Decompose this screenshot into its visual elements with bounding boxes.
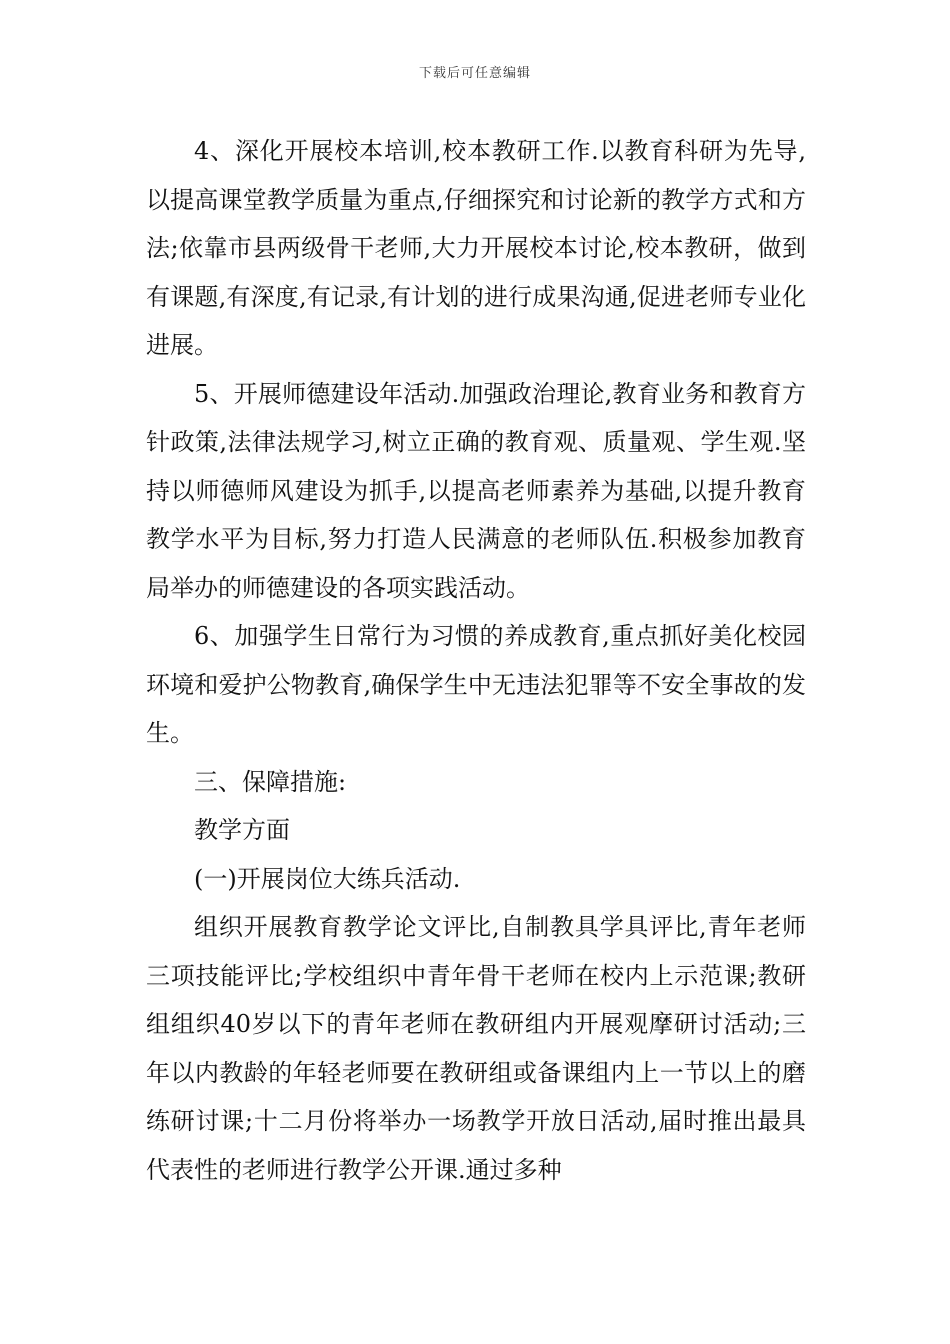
paragraph-training-details: 组织开展教育教学论文评比,自制教具学具评比,青年老师三项技能评比;学校组织中青年骨干老师在校内上示范课;教研组组织40岁以下的青年老师在教研组内开展观摩研讨活动;三年以内教龄的年轻老师要在教研组或备课组内上一节以上的磨练研讨课;十二月份将举办一场教学开放日活动,届时推出最具代表性的老师进行教学公开课.通过多种 — [146, 913, 806, 1184]
paragraph-item-6: 6、加强学生日常行为习惯的养成教育,重点抓好美化校园环境和爱护公物教育,确保学生中无违法犯罪等不安全事故的发生。 — [146, 622, 806, 747]
subsection-heading-training: (一)开展岗位大练兵活动. — [194, 864, 461, 893]
paragraph-item-4: 4、深化开展校本培训,校本教研工作.以教育科研为先导,以提高课堂教学质量为重点,仔细探究和讨论新的教学方式和方法;依靠市县两级骨干老师,大力开展校本讨论,校本教研，做到有课题,有深度,有记录,有计划的进行成果沟通,促进老师专业化进展。 — [146, 137, 806, 359]
paragraph-item-5: 5、开展师德建设年活动.加强政治理论,教育业务和教育方针政策,法律法规学习,树立正确的教育观、质量观、学生观.坚持以师德师风建设为抓手,以提高老师素养为基础,以提升教育教学水平为目标,努力打造人民满意的老师队伍.积极参加教育局举办的师德建设的各项实践活动。 — [146, 379, 806, 602]
header-note: 下载后可任意编辑 — [418, 66, 531, 81]
document-body — [146, 127, 806, 1194]
section-heading-safeguards: 三、保障措施: — [194, 767, 347, 796]
subsection-heading-teaching: 教学方面 — [194, 816, 290, 844]
